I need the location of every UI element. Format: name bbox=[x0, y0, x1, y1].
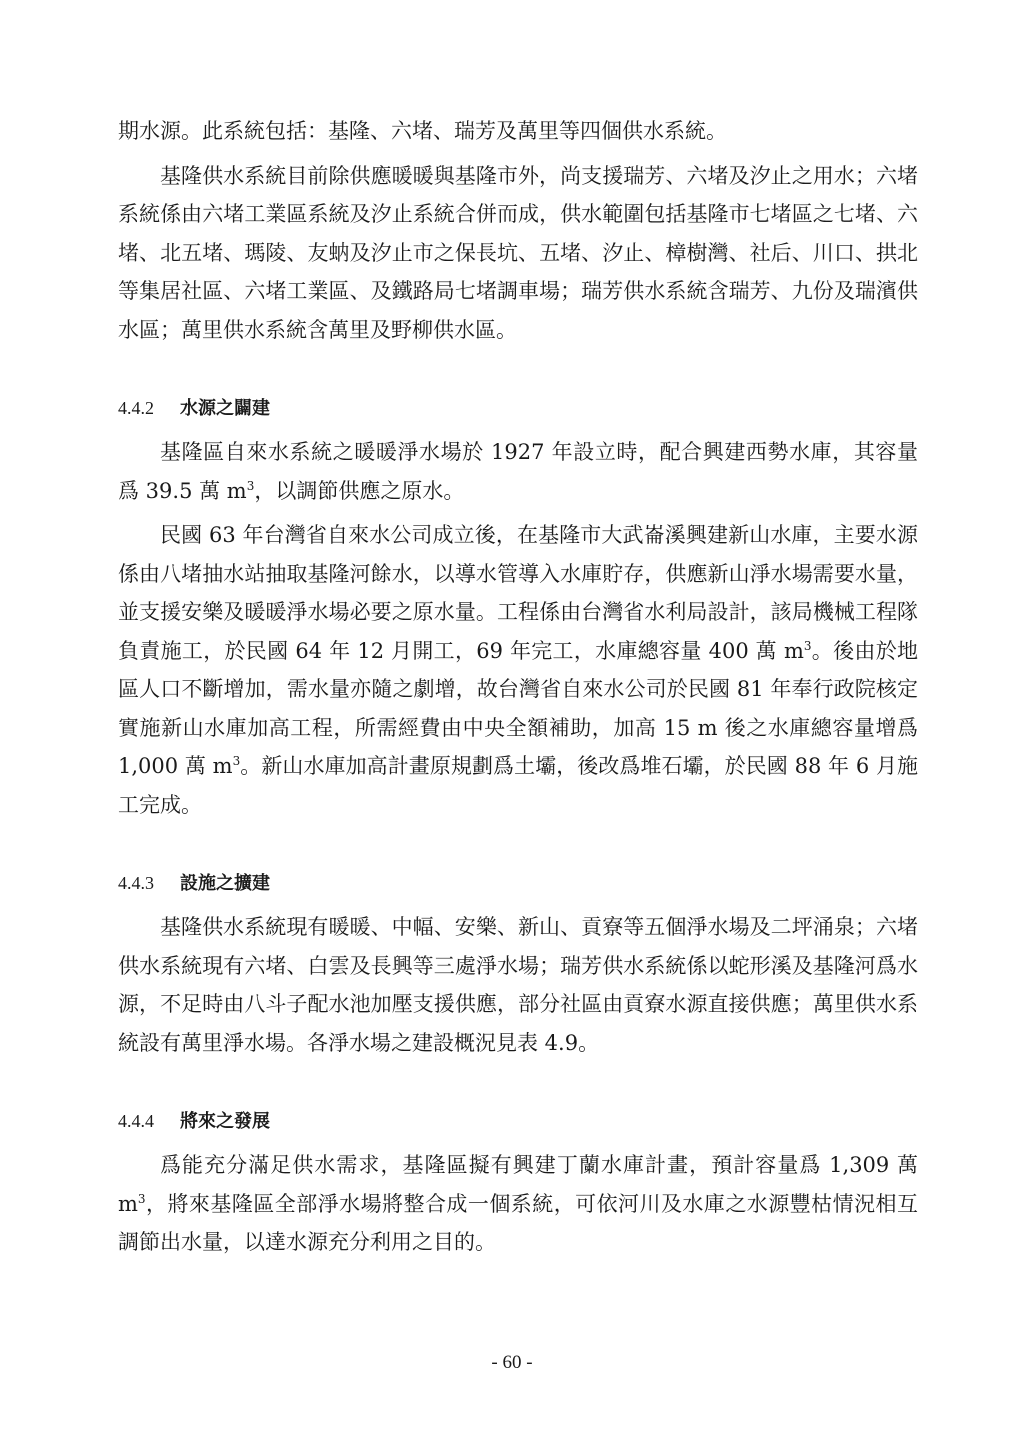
section-heading-4-4-2 bbox=[118, 393, 918, 423]
section-number: 4.4.2 bbox=[118, 398, 154, 418]
section-title: 將來之發展 bbox=[180, 1111, 270, 1132]
section-heading-4-4-3 bbox=[118, 868, 918, 898]
paragraph-facilities: 基隆供水系統現有暖暖、中幅、安樂、新山、貢寮等五個淨水場及二坪涌泉；六堵供水系統現有六堵、白雲及長興等三處淨水場；瑞芳供水系統係以蛇形溪及基隆河爲水源，不足時由八斗子配水池加壓支援供應，部分社區由貢寮水源直接供應；萬里供水系統設有萬里淨水場。各淨水場之建設概況見表 4.9。 bbox=[118, 915, 918, 1055]
section-number: 4.4.3 bbox=[118, 873, 154, 893]
page-number: - 60 - bbox=[491, 1352, 533, 1373]
section-heading-4-4-4 bbox=[118, 1106, 918, 1136]
section-title: 設施之擴建 bbox=[180, 873, 270, 894]
paragraph-nuannuan-plant: 基隆區自來水系統之暖暖淨水場於 1927 年設立時，配合興建西勢水庫，其容量爲 39.5 萬 $m^3$，以調節供應之原水。 bbox=[118, 440, 918, 503]
section-number: 4.4.4 bbox=[118, 1111, 154, 1131]
paragraph-future-development: 爲能充分滿足供水需求，基隆區擬有興建丁蘭水庫計畫，預計容量爲 1,309 萬 $m^3$，將來基隆區全部淨水場將整合成一個系統，可依河川及水庫之水源豐枯情況相互調節出水量，以達水源充分利用之目的。 bbox=[118, 1153, 918, 1254]
document-body bbox=[118, 112, 918, 1262]
section-title: 水源之闢建 bbox=[180, 398, 270, 419]
paragraph-continued: 期水源。此系統包括：基隆、六堵、瑞芳及萬里等四個供水系統。 bbox=[118, 119, 727, 143]
paragraph-xinshan-reservoir: 民國 63 年台灣省自來水公司成立後，在基隆市大武崙溪興建新山水庫，主要水源係由八堵抽水站抽取基隆河餘水，以導水管導入水庫貯存，供應新山淨水場需要水量，並支援安樂及暖暖淨水場必要之原水量。工程係由台灣省水利局設計，該局機械工程隊負責施工，於民國 64 年 12 月開工，69 年完工，水庫總容量 400 萬 $m^3$。後由於地區人口不斷增加，需水量亦隨之劇增，故台灣省自來水公司於民國 81 年奉行政院核定實施新山水庫加高工程，所需經費由中央全額補助，加高 15 m 後之水庫總容量增爲 1,000 萬 $m^3$。新山水庫加高計畫原規劃爲土壩，後改爲堆石壩，於民國 88 年 6 月施工完成。 bbox=[118, 523, 919, 817]
paragraph-keelung-system: 基隆供水系統目前除供應暖暖與基隆市外，尚支援瑞芳、六堵及汐止之用水；六堵系統係由六堵工業區系統及汐止系統合併而成，供水範圍包括基隆市七堵區之七堵、六堵、北五堵、瑪陵、友蚋及汐止市之保長坑、五堵、汐止、樟樹灣、社后、川口、拱北等集居社區、六堵工業區、及鐵路局七堵調車場；瑞芳供水系統含瑞芳、九份及瑞濱供水區；萬里供水系統含萬里及野柳供水區。 bbox=[118, 163, 918, 342]
